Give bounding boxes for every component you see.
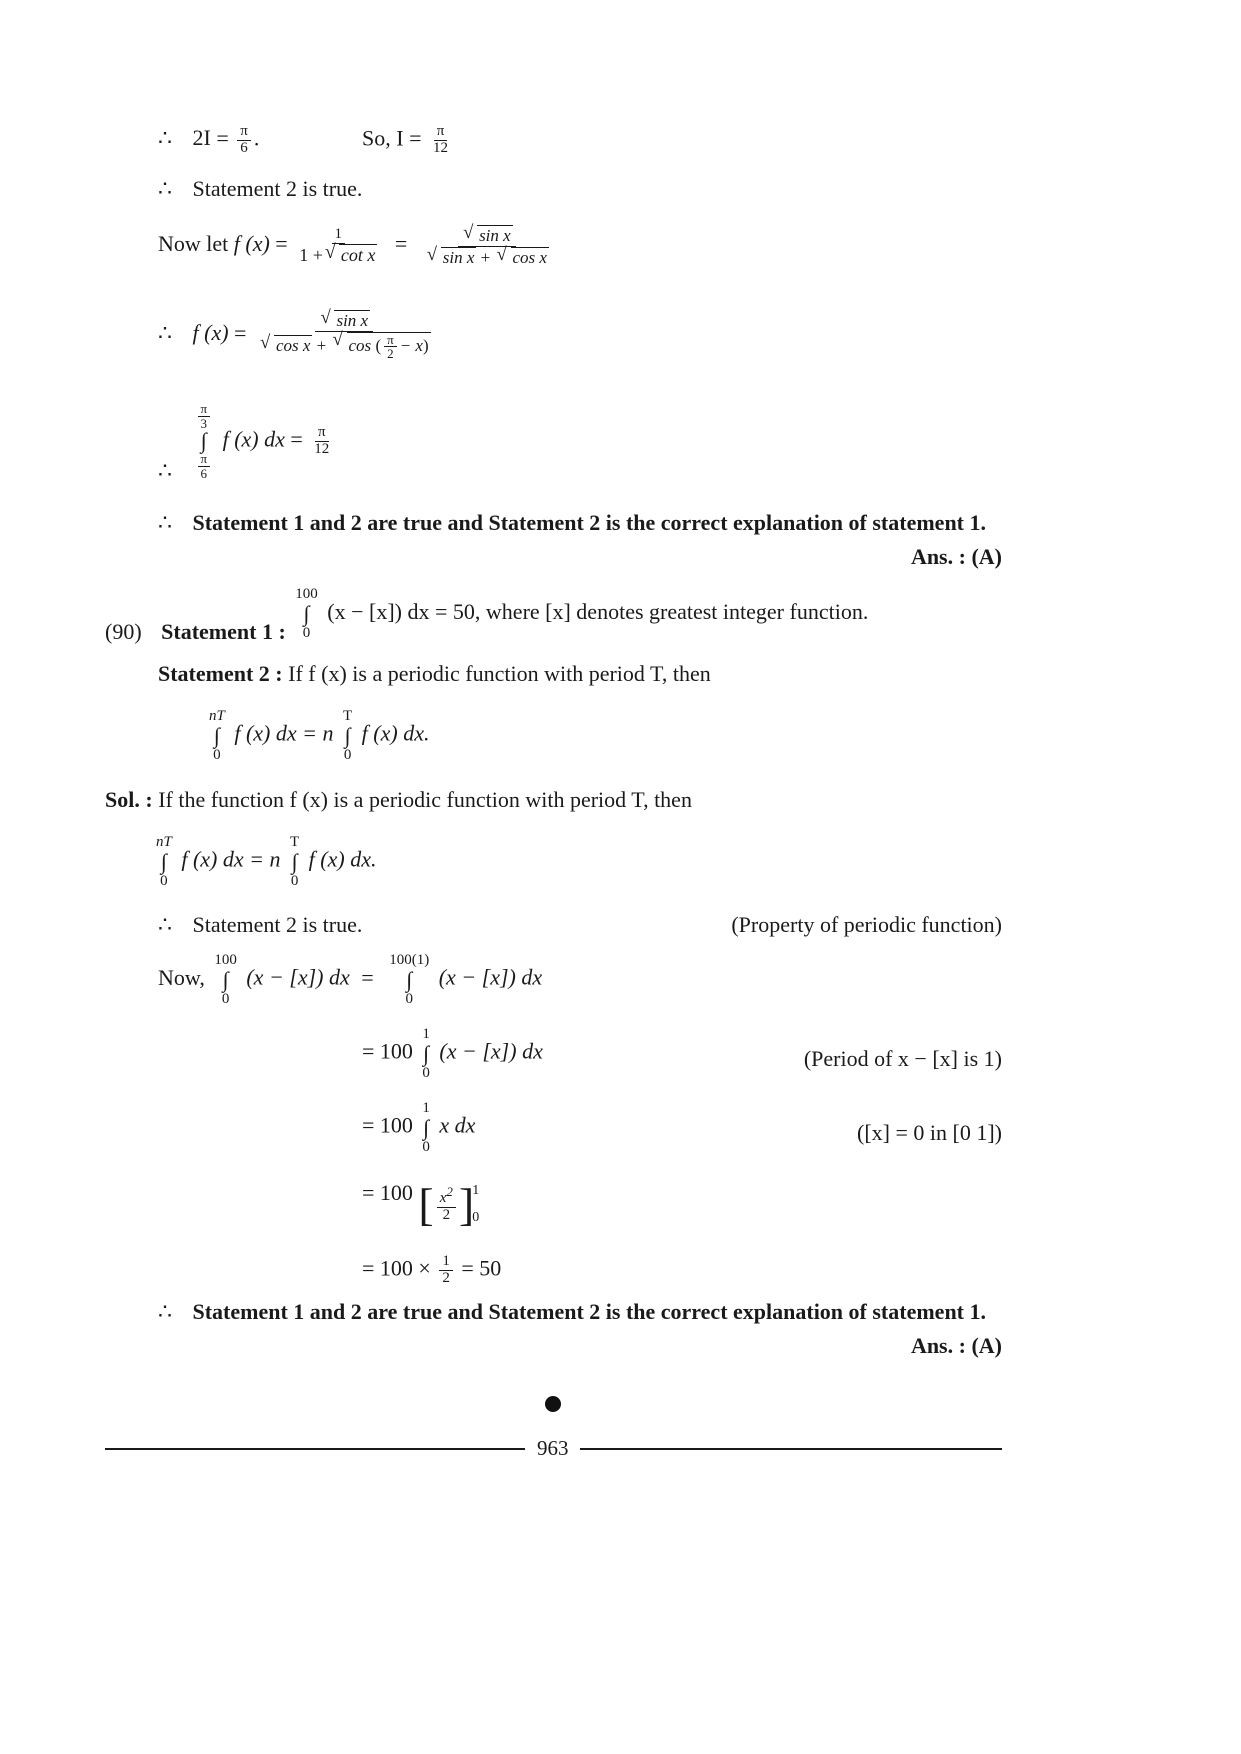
integrand: f (x) dx. [361,720,430,746]
fraction-half [439,1254,453,1287]
equals: = [409,125,422,151]
sqrt-cot [325,244,377,266]
statement1-text: (x − [x]) dx = 50, where [x] denotes greatest integer function. [327,598,869,624]
integral-0-to-100-1: 100(1) ∫ 0 [389,952,430,1007]
integral-0-to-100: 100 ∫ 0 [214,952,237,1007]
statement2-text: If f (x) is a periodic function with period T, then [288,661,711,686]
equals-100: = 100 [362,1179,413,1205]
lower-limit: 0 [422,1064,430,1081]
lower-limit: 0 [221,990,230,1007]
statement-text: Statement 2 is true. [192,912,363,937]
upper-limit: nT [156,834,172,850]
denominator: 2 [442,1207,451,1224]
integral-0-to-nT: nT ∫ 0 [156,834,172,889]
upper-bound: 1 [472,1183,480,1198]
integrand: f (x) dx [181,846,244,872]
upper-limit: nT [209,708,225,724]
numerator: 1 [439,1254,453,1271]
denominator: 2 [387,346,394,362]
denominator [296,244,380,266]
floor-note: ([x] = 0 in [0 1]) [857,1120,1002,1145]
radicand: cos x [275,335,311,355]
therefore-symbol: ∴ [158,458,173,484]
radicand: cos ( $\frac{\pi}{2}$ − x) [348,331,429,362]
fraction-pi-2 [384,333,397,361]
page-bullet [545,1396,561,1412]
expr-2I: 2I [192,125,211,151]
so-I-label: So, I [362,125,404,151]
fraction-x2-over-2 [437,1185,456,1224]
page-number: 963 [537,1436,569,1460]
period: . [253,125,260,151]
statement2-label: Statement 2 : [158,661,283,686]
numerator [458,225,516,247]
now-let-label: Now let [158,231,229,257]
denominator [422,247,552,268]
upper-limit: 1 [422,1026,430,1042]
one-plus: 1 + [299,244,323,265]
integral-0-to-nT: nT ∫ 0 [209,708,225,763]
question-number: (90) [105,618,142,644]
fraction-sin-over-cos-sum [255,310,434,361]
question-90-statement1 [105,586,869,644]
period-note: (Period of x − [x] is 1) [803,1046,1002,1071]
lower-limit: 0 [343,746,352,763]
integrand: x dx [439,1112,476,1138]
upper-limit: 1 [422,1100,430,1116]
upper-limit: 100(1) [389,952,430,968]
line-conclusion-1 [158,512,986,534]
sqrt-cos [497,247,549,268]
radicand: sin x [479,226,511,245]
exponent: 2 [446,1184,453,1200]
solution-text: If the function f (x) is a periodic function with period T, then [158,787,692,812]
lower-limit: 0 [405,990,413,1007]
upper-limit: 100 [295,586,318,602]
fraction-sin-over-sum [422,225,552,267]
numerator: π [237,124,251,141]
sqrt-sin [463,225,513,246]
equals: = [394,231,408,257]
line-fx-expression [158,310,437,361]
therefore-symbol: ∴ [158,510,173,535]
numerator: π [384,333,397,348]
question-90-statement2 [158,663,711,685]
numerator: π [198,452,211,467]
equals: = [361,964,374,990]
denominator: 3 [200,415,208,431]
now-label: Now, [158,964,205,990]
integral-0-to-T: T ∫ 0 [343,708,353,763]
lower-limit: 0 [213,746,221,763]
footer-rule-right [580,1448,1002,1450]
solution-statement2-true [158,914,362,936]
numerator: π [198,402,211,417]
sqrt-sin [427,247,477,268]
upper-limit [198,402,211,430]
x: x [439,1190,447,1207]
cos: cos [348,335,372,355]
property-note: (Property of periodic function) [731,912,1002,937]
therefore-symbol: ∴ [158,176,173,201]
denominator: 2 [442,1269,450,1286]
solution-intro [105,789,692,811]
statement2-formula [205,708,429,763]
solution-formula [152,834,376,889]
integrand: (x − [x]) dx [246,964,350,990]
equals: = [275,231,288,257]
upper-limit: T [290,834,300,850]
numerator: 1 [332,227,346,244]
line-2I [158,124,259,157]
sqrt-sin [320,310,370,331]
numerator: π [315,425,329,442]
numerator: π [434,124,448,141]
therefore-symbol: ∴ [158,320,173,346]
numerator [315,310,373,332]
integral-0-to-T: T ∫ 0 [290,834,300,889]
line-conclusion-2 [158,1301,986,1323]
denominator: 12 [314,440,330,457]
solution-now-line [158,952,542,1007]
footer-rule-left [105,1448,525,1450]
statement-text: Statement 2 is true. [192,176,363,201]
equals-n: = n [302,720,334,746]
plus: + [480,247,491,267]
lower-limit [198,452,211,480]
lower-limit: 0 [160,872,168,889]
lower-limit: 0 [290,872,299,889]
lower-limit: 0 [302,624,311,641]
sqrt-cos-shift [333,332,431,361]
step-100-x-dx [362,1100,475,1155]
lower-bound: 0 [472,1209,480,1225]
denominator: 6 [200,465,208,481]
conclusion-text: Statement 1 and 2 are true and Statement 2 is the correct explanation of statement 1. [192,510,987,535]
solution-label: Sol. : [105,787,153,812]
conclusion-text: Statement 1 and 2 are true and Statement 2 is the correct explanation of statement 1. [192,1299,987,1324]
equals: = [290,426,303,452]
evaluated-bracket: [ $\frac{x2}{2}$ ] 1 0 [418,1178,480,1230]
line-statement2-true [158,178,362,200]
line-integral-result [158,401,335,484]
minus-x: − x [399,335,423,355]
integral-0-to-1: 1 ∫ 0 [422,1026,430,1081]
equals: = [234,320,247,346]
equals: = [216,125,229,151]
statement1-label: Statement 1 : [161,618,286,644]
fraction-pi-6 [237,124,251,157]
sqrt-cos [260,335,312,356]
upper-limit: T [343,708,353,724]
line-so-I [362,124,454,157]
fx: f (x) [192,320,229,346]
upper-limit: 100 [214,952,237,968]
integral-0-to-100: 100 ∫ 0 [295,586,318,641]
fx: f (x) [233,231,270,257]
integrand: f (x) dx [234,720,297,746]
times: = 100 × [362,1255,431,1281]
radicand: cos x [512,247,547,267]
answer-1: Ans. : (A) [910,544,1002,569]
integral-0-to-1: 1 ∫ 0 [422,1100,430,1155]
plus: + [316,335,327,355]
integrand: (x − [x]) dx [438,964,543,990]
denominator: 12 [432,139,448,156]
step-final [362,1254,501,1287]
equals-100: = 100 [362,1038,413,1064]
therefore-symbol: ∴ [158,125,173,151]
denominator [255,332,434,361]
step-100-bracket [362,1178,479,1231]
answer-2: Ans. : (A) [910,1333,1002,1358]
therefore-symbol: ∴ [158,1299,173,1324]
fraction-pi-12 [430,124,451,157]
equals-n: = n [249,846,281,872]
denominator: 6 [240,139,248,156]
radicand: cot x [340,244,376,265]
numerator [437,1185,456,1208]
fraction-pi-12 [311,425,332,458]
line-now-let [158,225,555,267]
integrand: (x − [x]) dx [439,1038,543,1064]
therefore-symbol: ∴ [158,912,173,937]
fraction-1-over-1-plus-sqrt-cot [296,227,380,265]
step-100-integral [362,1026,543,1081]
integrand: f (x) dx. [308,846,377,872]
equals-100: = 100 [362,1112,413,1138]
radicand: sin x [336,311,369,330]
radicand: sin x [442,247,475,267]
integrand: f (x) dx [222,426,285,452]
integral-pi6-to-pi3: $\frac{\pi}{3}$ ∫ $\frac{\pi}{6}$ [195,402,214,481]
lower-limit: 0 [422,1138,430,1155]
equals-50: = 50 [461,1255,502,1281]
